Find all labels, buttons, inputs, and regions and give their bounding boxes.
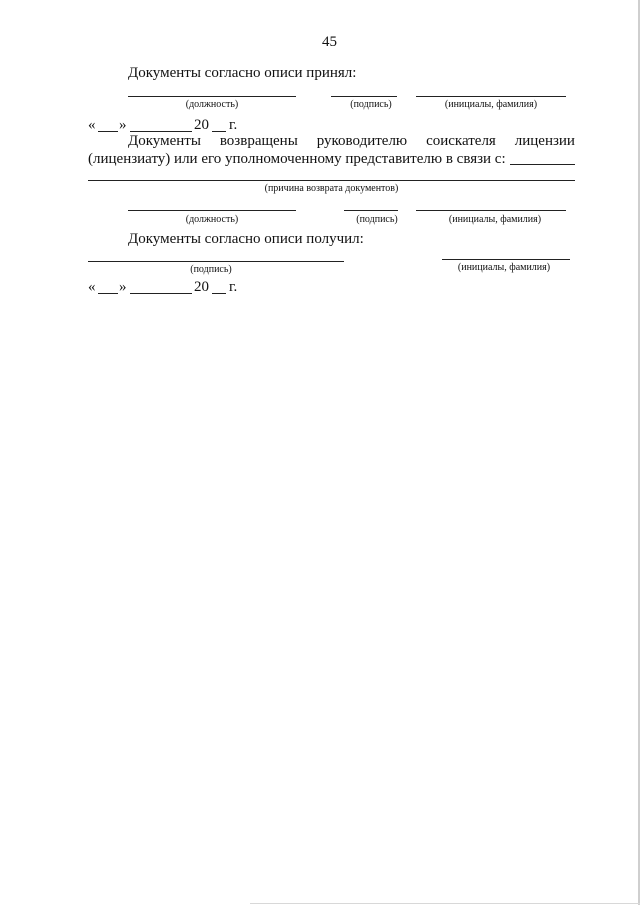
date-year-suffix: г.: [229, 279, 238, 295]
page-number: 45: [322, 34, 337, 50]
position-line: [128, 210, 296, 211]
signature-line: [344, 210, 398, 211]
returned-line-2: (лицензиату) или его уполномоченному представителю в связи с:: [88, 151, 506, 167]
name-caption: (инициалы, фамилия): [444, 99, 538, 110]
returned-word: возвращены: [219, 133, 298, 149]
signature-caption: (подпись): [190, 264, 232, 275]
returned-word: руководителю: [316, 133, 408, 149]
position-caption: (должность): [185, 99, 239, 110]
date-year-blank: [212, 293, 226, 294]
accepted-heading: Документы согласно описи принял:: [128, 65, 357, 81]
date-close-quote: »: [119, 279, 127, 295]
date-month-blank: [130, 293, 192, 294]
date-year-suffix: г.: [229, 117, 238, 133]
date-close-quote: »: [119, 117, 127, 133]
received-heading: Документы согласно описи получил:: [128, 231, 364, 247]
date-open-quote: «: [88, 279, 96, 295]
signature-caption: (подпись): [356, 214, 398, 225]
scan-edge-bottom: [250, 903, 640, 904]
returned-line-1: [128, 132, 575, 150]
reason-line: [88, 180, 575, 181]
name-line: [416, 210, 566, 211]
name-line: [416, 96, 566, 97]
returned-word: Документы: [128, 133, 201, 149]
reason-inline-blank: [510, 164, 575, 165]
name-caption: (инициалы, фамилия): [457, 262, 551, 273]
name-caption: (инициалы, фамилия): [448, 214, 542, 225]
signature-caption: (подпись): [350, 99, 392, 110]
date-year-prefix: 20: [194, 117, 209, 133]
position-caption: (должность): [185, 214, 239, 225]
signature-line: [331, 96, 397, 97]
reason-caption: (причина возврата документов): [264, 183, 399, 194]
date-year-prefix: 20: [194, 279, 209, 295]
signature-line: [88, 261, 344, 262]
date-open-quote: «: [88, 117, 96, 133]
returned-word: лицензии: [514, 133, 575, 149]
position-line: [128, 96, 296, 97]
returned-word: соискателя: [426, 133, 496, 149]
name-line: [442, 259, 570, 260]
date-day-blank: [98, 131, 118, 132]
date-day-blank: [98, 293, 118, 294]
